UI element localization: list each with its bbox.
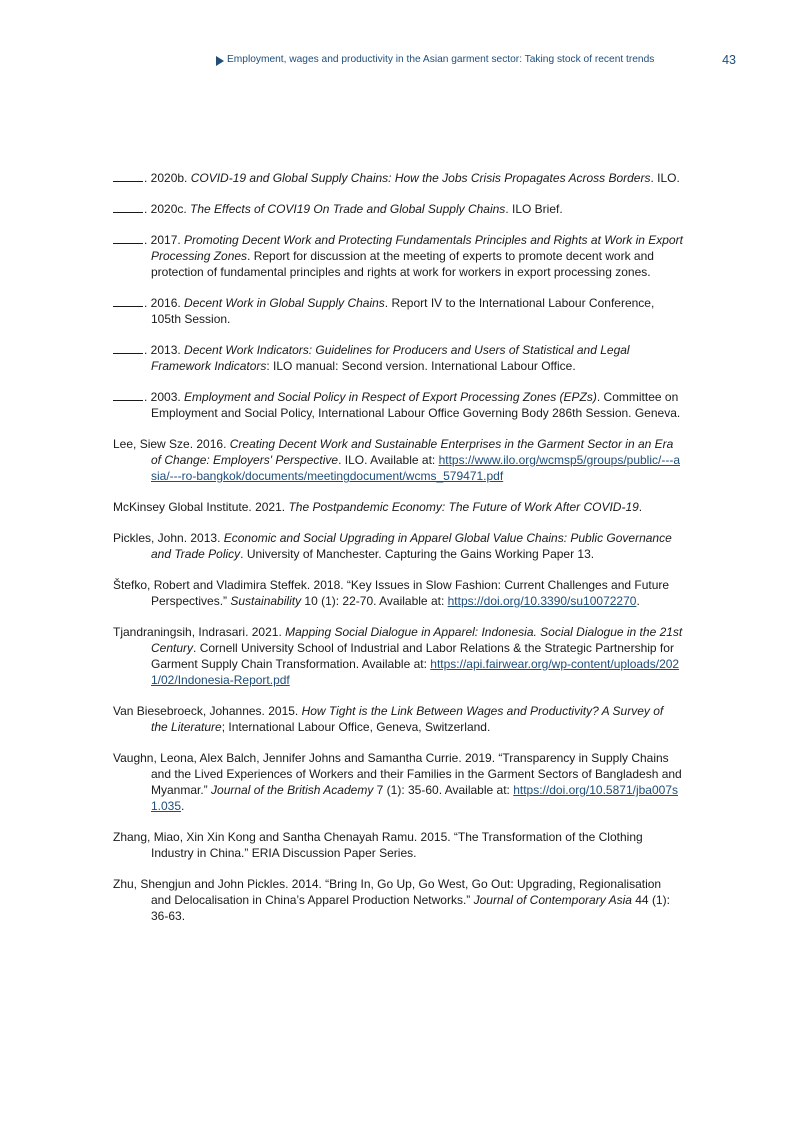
reference-title: Mapping Social Dialogue in Apparel: Indonesia. Social Dialogue in the 21st Century <box>151 625 683 655</box>
reference-year: . 2016. <box>189 437 230 451</box>
reference-article-title: “Transparency in Supply Chains and the Lived Experiences of Workers and their Families in the Garment Sectors of Bangladesh and Myanmar.” <box>151 751 682 797</box>
reference-entry <box>113 232 683 280</box>
reference-year: . 2021. <box>248 500 289 514</box>
reference-title: Economic and Social Upgrading in Apparel Global Value Chains: Public Governance and Trade Policy <box>151 531 672 561</box>
repeat-author-dash <box>113 203 143 213</box>
reference-entry <box>113 170 683 186</box>
reference-details: . Committee on Employment and Social Policy, International Labour Office Governing Body 286th Session. Geneva. <box>151 390 681 420</box>
reference-entry <box>113 750 683 814</box>
reference-year: . 2013. <box>183 531 224 545</box>
reference-title: Promoting Decent Work and Protecting Fundamentals Principles and Rights at Work in Export Processing Zones <box>151 233 683 263</box>
reference-title: Sustainability <box>230 594 302 608</box>
reference-year: . 2018. <box>306 578 347 592</box>
reference-article-title: “Bring In, Go Up, Go West, Go Out: Upgrading, Regionalisation and Delocalisation in China’s Apparel Production Networks.” <box>151 877 662 907</box>
reference-details: ; International Labour Office, Geneva, Switzerland. <box>221 720 491 734</box>
reference-author: Zhang, Miao, Xin Xin Kong and Santha Chenayah Ramu <box>113 830 414 844</box>
reference-title: Journal of the British Academy <box>211 783 374 797</box>
reference-title: The Postpandemic Economy: The Future of Work After COVID-19 <box>288 500 639 514</box>
reference-author: Van Biesebroeck, Johannes <box>113 704 262 718</box>
reference-entry <box>113 295 683 327</box>
triangle-icon <box>216 56 224 66</box>
reference-entry <box>113 829 683 861</box>
reference-title: Employment and Social Policy in Respect of Export Processing Zones (EPZs) <box>184 390 597 404</box>
reference-year: . 2015. <box>261 704 302 718</box>
reference-article-title: “The Transformation of the Clothing Industry in China.” ERIA Discussion Paper Series. <box>151 830 643 860</box>
running-header <box>0 54 793 70</box>
reference-link[interactable]: https://www.ilo.org/wcmsp5/groups/public/---asia/---ro-bangkok/documents/meetingdocument/wcms_579471.pdf <box>151 453 681 483</box>
reference-link[interactable]: https://doi.org/10.3390/su10072270 <box>447 594 637 608</box>
reference-year: . 2015. <box>413 830 454 844</box>
reference-year: . 2020b. <box>144 171 191 185</box>
reference-details: . Report IV to the International Labour Conference, 105th Session. <box>151 296 655 326</box>
reference-link[interactable]: https://doi.org/10.5871/jba007s1.035 <box>151 783 678 813</box>
reference-details: 10 (1): 22-70. Available at: <box>301 594 448 608</box>
reference-year: . 2020c. <box>144 202 191 216</box>
reference-author: Zhu, Shengjun and John Pickles <box>113 877 286 891</box>
header-title: Employment, wages and productivity in the Asian garment sector: Taking stock of recent trends <box>227 54 655 65</box>
reference-details: . University of Manchester. Capturing the Gains Working Paper 13. <box>240 547 595 561</box>
reference-author: Pickles, John <box>113 531 184 545</box>
reference-details: . Cornell University School of Industrial and Labor Relations & the Strategic Partnership for Garment Supply Chain Transformation. Available at: <box>151 641 674 671</box>
reference-author: Štefko, Robert and Vladimira Steffek <box>113 578 307 592</box>
reference-entry <box>113 624 683 688</box>
reference-title: How Tight is the Link Between Wages and Productivity? A Survey of the Literature <box>151 704 664 734</box>
reference-author: Lee, Siew Sze <box>113 437 190 451</box>
repeat-author-dash <box>113 344 143 354</box>
repeat-author-dash <box>113 234 143 244</box>
reference-title: COVID-19 and Global Supply Chains: How the Jobs Crisis Propagates Across Borders <box>190 171 651 185</box>
reference-entry <box>113 436 683 484</box>
reference-details: 7 (1): 35-60. Available at: <box>373 783 514 797</box>
reference-author: McKinsey Global Institute <box>113 500 249 514</box>
reference-details: . ILO. <box>650 171 680 185</box>
reference-entry <box>113 389 683 421</box>
repeat-author-dash <box>113 172 143 182</box>
reference-details: . Report for discussion at the meeting of experts to promote decent work and protection of fundamental principles and rights at work for workers in export processing zones. <box>151 249 654 279</box>
reference-title: Decent Work in Global Supply Chains <box>184 296 385 310</box>
page-number: 43 <box>722 53 736 67</box>
reference-link[interactable]: https://api.fairwear.org/wp-content/uploads/2021/02/Indonesia-Report.pdf <box>151 657 680 687</box>
reference-title: Journal of Contemporary Asia <box>473 893 632 907</box>
reference-tail: . <box>636 594 640 608</box>
reference-entry <box>113 876 683 924</box>
repeat-author-dash <box>113 297 143 307</box>
reference-details: . ILO. Available at: <box>338 453 439 467</box>
reference-year: . 2003. <box>144 390 185 404</box>
reference-title: Creating Decent Work and Sustainable Enterprises in the Garment Sector in an Era of Change: Employers' Perspective <box>151 437 674 467</box>
reference-details: : ILO manual: Second version. International Labour Office. <box>266 359 576 373</box>
reference-year: . 2017. <box>144 233 185 247</box>
reference-year: . 2014. <box>285 877 326 891</box>
reference-year: . 2013. <box>144 343 185 357</box>
reference-author: Vaughn, Leona, Alex Balch, Jennifer Johns and Samantha Currie <box>113 751 459 765</box>
reference-year: . 2021. <box>245 625 286 639</box>
reference-entry <box>113 577 683 609</box>
repeat-author-dash <box>113 391 143 401</box>
reference-details: 44 (1): 36-63. <box>151 893 670 923</box>
reference-title: Decent Work Indicators: Guidelines for Producers and Users of Statistical and Legal Framework Indicators <box>151 343 630 373</box>
reference-entry <box>113 499 683 515</box>
reference-year: . 2016. <box>144 296 185 310</box>
reference-entry <box>113 342 683 374</box>
reference-tail: . <box>181 799 185 813</box>
reference-title: The Effects of COVI19 On Trade and Global Supply Chains <box>190 202 506 216</box>
reference-entry <box>113 201 683 217</box>
reference-list <box>113 170 683 939</box>
reference-details: . <box>638 500 643 514</box>
reference-article-title: “Key Issues in Slow Fashion: Current Challenges and Future Perspectives.” <box>151 578 670 608</box>
reference-entry <box>113 703 683 735</box>
reference-author: Tjandraningsih, Indrasari <box>113 625 246 639</box>
reference-entry <box>113 530 683 562</box>
reference-details: . ILO Brief. <box>505 202 563 216</box>
reference-year: . 2019. <box>458 751 499 765</box>
